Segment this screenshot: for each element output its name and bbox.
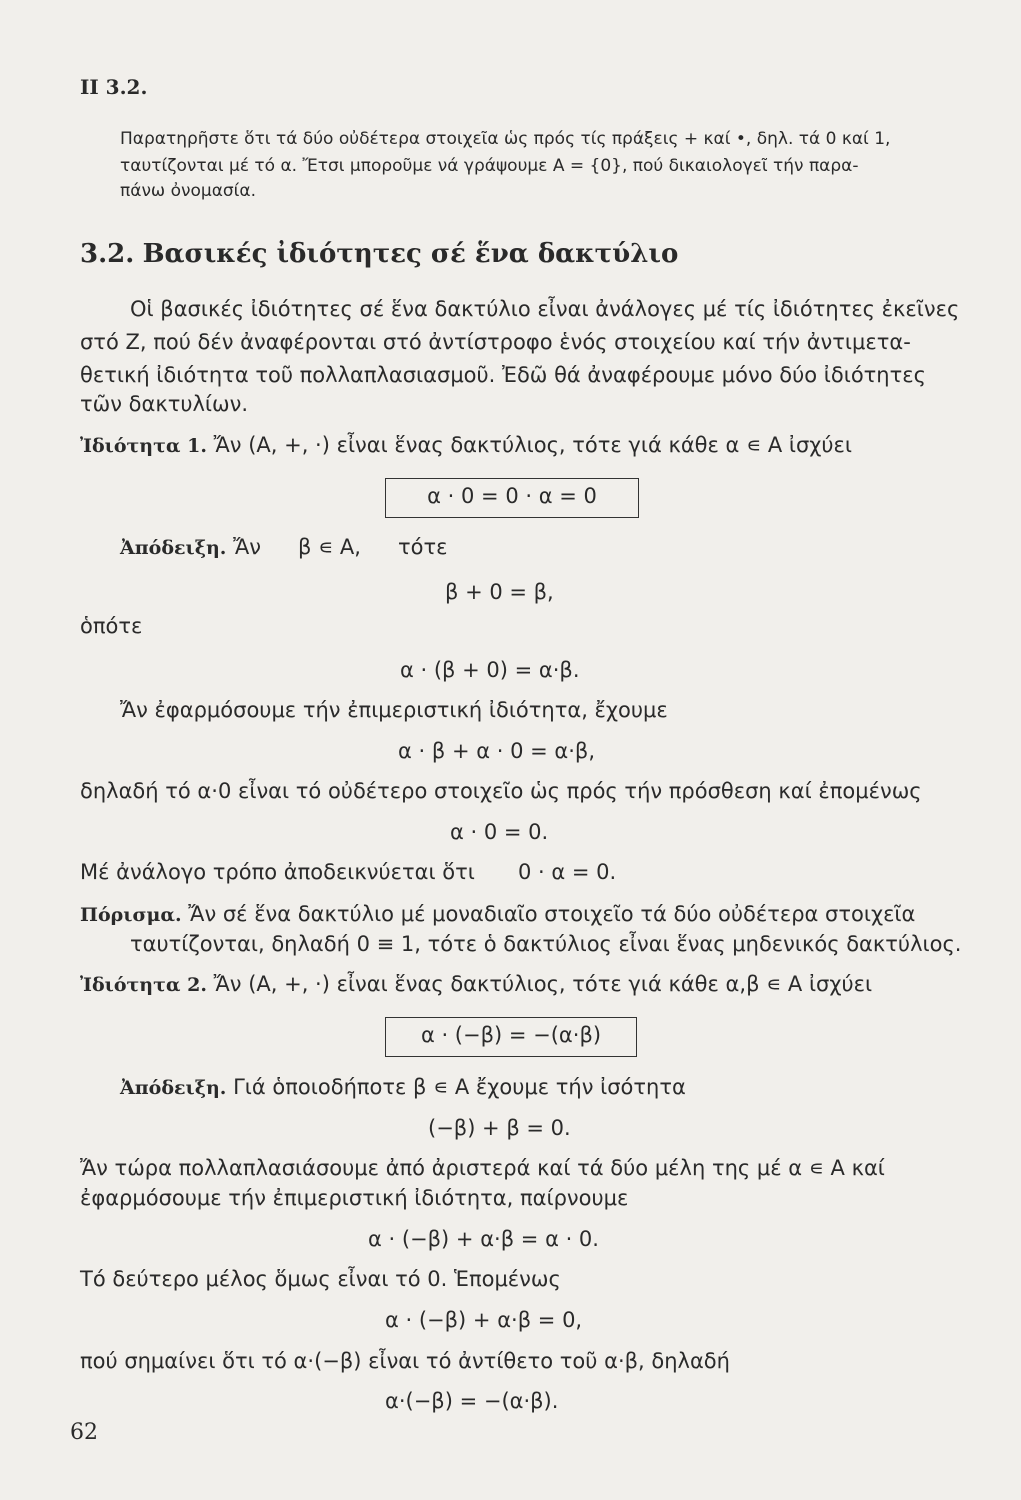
corollary-label: Πόρισμα. [80, 904, 182, 926]
section-heading [80, 238, 678, 270]
proof-2-text: πού σημαίνει ὅτι τό α·(−β) εἶναι τό ἀντίθετο τοῦ α·β, δηλαδή [80, 1349, 730, 1373]
equation: α · (−β) + α·β = 0, [385, 1308, 583, 1332]
equation: 0 · α = 0. [518, 860, 617, 884]
property-1-boxed-formula: α · 0 = 0 · α = 0 [385, 478, 639, 518]
proof-1-if: Ἄν [233, 535, 261, 559]
proof-1-text: Ἄν ἐφαρμόσουμε τήν ἐπιμεριστική ἰδιότητα, ἔχουμε [120, 698, 668, 722]
property-2-boxed-formula: α · (−β) = −(α·β) [385, 1017, 637, 1057]
proof-1-text: Μέ ἀνάλογο τρόπο ἀποδεικνύεται ὅτι [80, 860, 475, 884]
corollary [80, 901, 915, 928]
proof-2-text: ἐφαρμόσουμε τήν ἐπιμεριστική ἰδιότητα, παίρνουμε [80, 1186, 629, 1210]
section-number: 3.2. [80, 239, 135, 269]
property-1 [80, 432, 852, 459]
note-line: Παρατηρῆστε ὅτι τά δύο οὐδέτερα στοιχεῖα ὡς πρός τίς πράξεις + καί •, δηλ. τά 0 καί 1, [120, 129, 891, 149]
intro-line: Οἱ βασικές ἰδιότητες σέ ἕνα δακτύλιο εἶναι ἀνάλογες μέ τίς ἰδιότητες ἐκεῖνες [130, 297, 960, 321]
equation: α·(−β) = −(α·β). [385, 1389, 559, 1413]
property-1-statement: Ἄν (A, +, ·) εἶναι ἕνας δακτύλιος, τότε γιά κάθε α ∊ A ἰσχύει [213, 433, 853, 457]
note-line: ταυτίζονται μέ τό α. Ἔτσι μποροῦμε νά γράψουμε A = {0}, πού δικαιολογεῖ τήν παρα- [120, 156, 859, 176]
equation: α · (β + 0) = α·β. [400, 658, 580, 682]
section-reference: II 3.2. [80, 75, 148, 99]
proof-1-hopote: ὁπότε [80, 614, 143, 638]
equation: α · (−β) + α·β = α · 0. [368, 1227, 599, 1251]
page-number: 62 [70, 1420, 98, 1445]
equation: β + 0 = β, [445, 580, 554, 604]
equation: α · 0 = 0. [450, 820, 549, 844]
property-1-label: Ἰδιότητα 1. [80, 435, 207, 457]
intro-line: τῶν δακτυλίων. [80, 392, 249, 416]
note-line: πάνω ὀνομασία. [120, 181, 257, 201]
intro-line: θετική ἰδιότητα τοῦ πολλαπλασιασμοῦ. Ἐδῶ θά ἀναφέρουμε μόνο δύο ἰδιότητες [80, 363, 926, 387]
proof-1-then: τότε [398, 535, 448, 559]
proof-2-label: Ἀπόδειξη. [120, 1077, 227, 1099]
equation: α · β + α · 0 = α·β, [398, 739, 595, 763]
proof-1-element: β ∊ A, [298, 535, 361, 559]
proof-2-text: Τό δεύτερο μέλος ὅμως εἶναι τό 0. Ἑπομένως [80, 1267, 561, 1291]
property-2-label: Ἰδιότητα 2. [80, 974, 207, 996]
intro-line: στό Z, πού δέν ἀναφέρονται στό ἀντίστροφο ἑνός στοιχείου καί τήν ἀντιμετα- [80, 330, 911, 354]
proof-2-text: Ἄν τώρα πολλαπλασιάσουμε ἀπό ἀριστερά καί τά δύο μέλη της μέ α ∊ A καί [80, 1156, 885, 1180]
proof-1-label: Ἀπόδειξη. [120, 537, 227, 559]
proof-1-text: δηλαδή τό α·0 εἶναι τό οὐδέτερο στοιχεῖο ὡς πρός τήν πρόσθεση καί ἐπομένως [80, 779, 922, 803]
corollary-text: Ἄν σέ ἕνα δακτύλιο μέ μοναδιαῖο στοιχεῖο τά δύο οὐδέτερα στοιχεῖα [188, 902, 916, 926]
proof-2-start [120, 1074, 686, 1101]
equation: (−β) + β = 0. [428, 1116, 571, 1140]
corollary-text: ταυτίζονται, δηλαδή 0 ≡ 1, τότε ὁ δακτύλιος εἶναι ἕνας μηδενικός δακτύλιος. [130, 932, 962, 956]
proof-2-text: Γιά ὁποιοδήποτε β ∊ A ἔχουμε τήν ἰσότητα [233, 1075, 686, 1099]
property-2 [80, 971, 872, 998]
section-title: Βασικές ἰδιότητες σέ ἕνα δακτύλιο [142, 239, 679, 269]
proof-1-start [120, 534, 261, 561]
property-2-statement: Ἄν (A, +, ·) εἶναι ἕνας δακτύλιος, τότε γιά κάθε α,β ∊ A ἰσχύει [213, 972, 873, 996]
